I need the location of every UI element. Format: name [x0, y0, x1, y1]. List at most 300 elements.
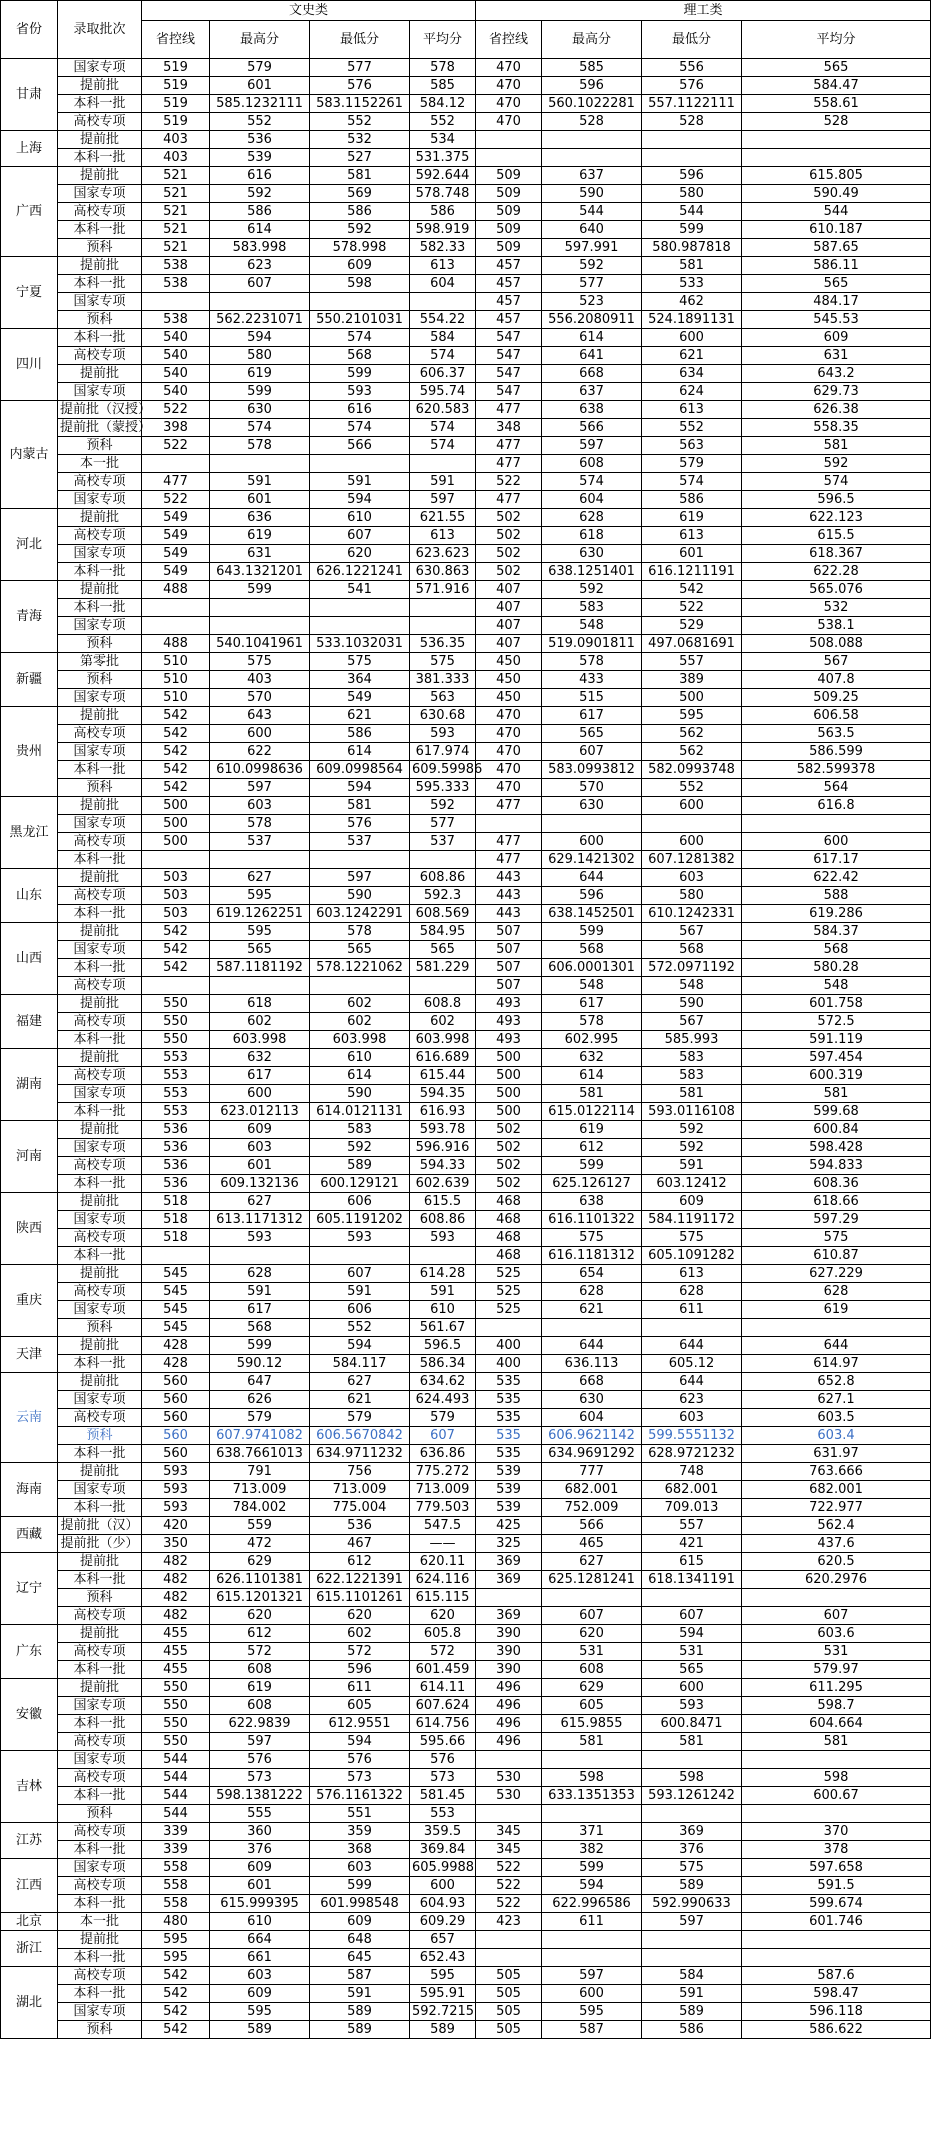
batch-cell: 高校专项	[58, 833, 142, 851]
score-cell: 608.569	[410, 905, 476, 923]
score-cell: 584.117	[310, 1355, 410, 1373]
score-cell: 553	[142, 1067, 210, 1085]
score-cell: 605.9988	[410, 1859, 476, 1877]
score-cell: 631	[210, 545, 310, 563]
score-cell: 599.5551132	[642, 1427, 742, 1445]
score-cell: 591	[642, 1157, 742, 1175]
score-table-body	[1, 59, 931, 2039]
score-cell	[742, 131, 931, 149]
score-cell: 586.11	[742, 257, 931, 275]
table-row	[1, 1301, 931, 1319]
batch-cell: 本科一批	[58, 1103, 142, 1121]
score-cell: 626.1221241	[310, 563, 410, 581]
score-cell: 519.0901811	[542, 635, 642, 653]
batch-cell: 提前批（蒙授）	[58, 419, 142, 437]
score-cell: 586.622	[742, 2021, 931, 2039]
score-cell: 579	[210, 59, 310, 77]
score-cell: 541	[310, 581, 410, 599]
score-cell: 382	[542, 1841, 642, 1859]
score-cell: 614	[210, 221, 310, 239]
score-cell: 574	[310, 329, 410, 347]
score-cell: 509	[476, 203, 542, 221]
table-row	[1, 1967, 931, 1985]
table-row	[1, 311, 931, 329]
score-cell: 600.8471	[642, 1715, 742, 1733]
table-row	[1, 293, 931, 311]
score-cell: 509	[476, 239, 542, 257]
score-cell: 560	[142, 1445, 210, 1463]
batch-cell: 提前批	[58, 1625, 142, 1643]
score-cell: 621	[310, 1391, 410, 1409]
batch-cell: 提前批	[58, 995, 142, 1013]
score-cell: 568	[742, 941, 931, 959]
score-cell: 640	[542, 221, 642, 239]
table-row	[1, 1823, 931, 1841]
score-cell: 544	[142, 1769, 210, 1787]
score-cell: 522	[642, 599, 742, 617]
score-cell: 521	[142, 185, 210, 203]
score-cell: 791	[210, 1463, 310, 1481]
score-cell: 628	[542, 509, 642, 527]
score-cell: 565	[742, 59, 931, 77]
score-cell: 609	[742, 329, 931, 347]
score-cell: 763.666	[742, 1463, 931, 1481]
score-cell: 636	[210, 509, 310, 527]
score-cell: 505	[476, 2021, 542, 2039]
score-cell: 631	[742, 347, 931, 365]
score-cell: 549	[142, 527, 210, 545]
score-cell: 370	[742, 1823, 931, 1841]
batch-cell: 提前批（汉）	[58, 1517, 142, 1535]
score-cell: 369	[476, 1553, 542, 1571]
score-cell: 582.599378	[742, 761, 931, 779]
score-cell	[310, 851, 410, 869]
score-cell: 573	[410, 1769, 476, 1787]
batch-cell: 提前批	[58, 1463, 142, 1481]
score-cell: 488	[142, 581, 210, 599]
score-cell: 585.1232111	[210, 95, 310, 113]
score-cell: 604	[542, 491, 642, 509]
score-cell: 595	[142, 1949, 210, 1967]
score-cell: 575	[742, 1229, 931, 1247]
score-cell	[642, 1949, 742, 1967]
score-cell: 457	[476, 293, 542, 311]
score-cell: 565	[542, 725, 642, 743]
score-cell: 682.001	[542, 1481, 642, 1499]
score-cell: 547	[476, 347, 542, 365]
score-cell: 606.5670842	[310, 1427, 410, 1445]
table-row	[1, 905, 931, 923]
score-cell: 618.66	[742, 1193, 931, 1211]
score-cell: 636.86	[410, 1445, 476, 1463]
score-cell: 611.295	[742, 1679, 931, 1697]
score-cell: 601	[210, 77, 310, 95]
score-cell: 593	[310, 383, 410, 401]
score-cell: 615.9855	[542, 1715, 642, 1733]
table-row	[1, 1229, 931, 1247]
province-cell: 山东	[1, 869, 58, 923]
score-cell: 624.116	[410, 1571, 476, 1589]
score-cell: 550.2101031	[310, 311, 410, 329]
score-cell: 605.1191202	[310, 1211, 410, 1229]
score-cell: 624	[642, 383, 742, 401]
score-cell: 590.49	[742, 185, 931, 203]
score-cell	[310, 617, 410, 635]
score-cell: 578	[542, 1013, 642, 1031]
batch-cell: 预科	[58, 671, 142, 689]
score-cell: 579.97	[742, 1661, 931, 1679]
score-cell: 550	[142, 1031, 210, 1049]
score-cell: 638.1251401	[542, 563, 642, 581]
score-cell: 502	[476, 1157, 542, 1175]
table-row	[1, 1319, 931, 1337]
score-cell: 607.624	[410, 1697, 476, 1715]
score-cell: 536	[142, 1175, 210, 1193]
score-cell: 528	[742, 113, 931, 131]
score-cell: 603.6	[742, 1625, 931, 1643]
batch-cell: 本科一批	[58, 1661, 142, 1679]
score-cell: 500	[142, 797, 210, 815]
score-cell: 544	[542, 203, 642, 221]
batch-cell: 提前批	[58, 797, 142, 815]
batch-cell: 本科一批	[58, 275, 142, 293]
score-cell: 578.748	[410, 185, 476, 203]
score-cell: 620.11	[410, 1553, 476, 1571]
score-cell: 616.93	[410, 1103, 476, 1121]
score-cell: 620.5	[742, 1553, 931, 1571]
score-cell: 713.009	[310, 1481, 410, 1499]
table-row	[1, 491, 931, 509]
score-cell: 628.9721232	[642, 1445, 742, 1463]
score-cell: 480	[142, 1913, 210, 1931]
score-cell: 519	[142, 59, 210, 77]
score-cell: 644	[542, 869, 642, 887]
score-cell: 522	[476, 1895, 542, 1913]
score-cell: 602	[310, 1625, 410, 1643]
score-cell: 599	[542, 923, 642, 941]
province-cell: 天津	[1, 1337, 58, 1373]
score-cell: 552	[642, 419, 742, 437]
batch-cell: 提前批	[58, 923, 142, 941]
score-cell: 625.126127	[542, 1175, 642, 1193]
score-cell: 644	[642, 1373, 742, 1391]
score-cell: 599	[310, 365, 410, 383]
score-cell: 515	[542, 689, 642, 707]
score-cell: 550	[142, 1715, 210, 1733]
score-cell: 620	[210, 1607, 310, 1625]
batch-cell: 提前批	[58, 509, 142, 527]
score-cell: 609	[310, 1913, 410, 1931]
score-cell: 550	[142, 1697, 210, 1715]
score-cell: 584.12	[410, 95, 476, 113]
province-cell: 吉林	[1, 1751, 58, 1823]
batch-cell: 本科一批	[58, 563, 142, 581]
score-cell: 407	[476, 581, 542, 599]
batch-cell: 高校专项	[58, 1967, 142, 1985]
score-cell: 587	[310, 1967, 410, 1985]
table-row	[1, 689, 931, 707]
score-cell: 572.0971192	[642, 959, 742, 977]
score-cell: 603.4	[742, 1427, 931, 1445]
table-row	[1, 797, 931, 815]
score-cell: 608.36	[742, 1175, 931, 1193]
batch-cell: 本科一批	[58, 1445, 142, 1463]
score-cell: 604	[410, 275, 476, 293]
batch-cell: 本科一批	[58, 1715, 142, 1733]
score-cell: 625.1281241	[542, 1571, 642, 1589]
score-cell: 600.319	[742, 1067, 931, 1085]
score-cell: 525	[476, 1301, 542, 1319]
score-cell: 462	[642, 293, 742, 311]
batch-cell: 本科一批	[58, 1949, 142, 1967]
score-cell: 581.45	[410, 1787, 476, 1805]
score-cell: 613	[642, 527, 742, 545]
score-cell: 586.34	[410, 1355, 476, 1373]
batch-cell: 国家专项	[58, 293, 142, 311]
score-cell: 600	[210, 725, 310, 743]
score-cell: 603.1242291	[310, 905, 410, 923]
score-cell: 645	[310, 1949, 410, 1967]
score-cell: 531	[542, 1643, 642, 1661]
score-cell: 595	[210, 923, 310, 941]
score-cell: 508.088	[742, 635, 931, 653]
score-cell: 571.916	[410, 581, 476, 599]
batch-cell: 第零批	[58, 653, 142, 671]
score-cell: 597	[310, 869, 410, 887]
header-province: 省份	[1, 1, 58, 59]
score-cell: 368	[310, 1841, 410, 1859]
score-cell: 496	[476, 1733, 542, 1751]
score-cell: 608	[210, 1697, 310, 1715]
score-cell	[142, 293, 210, 311]
score-cell: 407	[476, 599, 542, 617]
table-row	[1, 887, 931, 905]
batch-cell: 高校专项	[58, 347, 142, 365]
score-cell: 583.998	[210, 239, 310, 257]
score-cell: 631.97	[742, 1445, 931, 1463]
score-cell: 607	[542, 1607, 642, 1625]
score-cell: 468	[476, 1211, 542, 1229]
score-cell: 477	[476, 491, 542, 509]
score-cell: 557	[642, 653, 742, 671]
score-cell: 596.916	[410, 1139, 476, 1157]
score-cell: 638	[542, 401, 642, 419]
score-cell: 544	[742, 203, 931, 221]
score-cell: 632	[210, 1049, 310, 1067]
score-cell: 550	[142, 995, 210, 1013]
province-cell: 内蒙古	[1, 401, 58, 509]
score-cell: 542	[142, 923, 210, 941]
score-cell: 455	[142, 1661, 210, 1679]
score-cell: 591	[642, 1985, 742, 2003]
batch-cell: 国家专项	[58, 491, 142, 509]
score-cell: 545	[142, 1319, 210, 1337]
score-cell	[410, 293, 476, 311]
score-cell: 586	[310, 725, 410, 743]
score-cell: 589	[642, 2003, 742, 2021]
score-cell: 617	[542, 707, 642, 725]
score-cell: 591	[310, 473, 410, 491]
score-cell: 547	[476, 383, 542, 401]
province-cell: 山西	[1, 923, 58, 995]
table-row	[1, 1643, 931, 1661]
score-cell: 610	[310, 1049, 410, 1067]
score-cell: 601	[642, 545, 742, 563]
score-cell: 581	[310, 167, 410, 185]
score-cell: 544	[142, 1787, 210, 1805]
score-cell: 599	[210, 1337, 310, 1355]
score-cell: 558	[142, 1895, 210, 1913]
table-row	[1, 419, 931, 437]
score-cell: 553	[142, 1049, 210, 1067]
score-cell: 542	[142, 707, 210, 725]
score-cell: 668	[542, 1373, 642, 1391]
score-cell: 345	[476, 1841, 542, 1859]
score-cell: 592.644	[410, 167, 476, 185]
score-cell: 389	[642, 671, 742, 689]
score-cell: 582.0993748	[642, 761, 742, 779]
table-row	[1, 1499, 931, 1517]
score-cell: 606	[310, 1193, 410, 1211]
score-cell	[476, 1319, 542, 1337]
batch-cell: 高校专项	[58, 203, 142, 221]
table-row	[1, 563, 931, 581]
score-cell: 400	[476, 1355, 542, 1373]
score-cell: 620.2976	[742, 1571, 931, 1589]
batch-cell: 本科一批	[58, 1895, 142, 1913]
score-cell	[542, 1319, 642, 1337]
header-group-science: 理工类	[476, 1, 931, 21]
score-cell: 556.2080911	[542, 311, 642, 329]
score-cell: 433	[542, 671, 642, 689]
score-cell: 592	[210, 185, 310, 203]
score-cell: 607	[210, 275, 310, 293]
score-cell: 579	[642, 455, 742, 473]
score-cell: 568	[642, 941, 742, 959]
score-cell: 360	[210, 1823, 310, 1841]
batch-cell: 国家专项	[58, 1859, 142, 1877]
score-cell: 648	[310, 1931, 410, 1949]
score-cell: 572	[210, 1643, 310, 1661]
score-cell: 574	[742, 473, 931, 491]
score-cell: 597	[642, 1913, 742, 1931]
table-row	[1, 941, 931, 959]
score-cell: 664	[210, 1931, 310, 1949]
score-cell: 496	[476, 1697, 542, 1715]
score-cell: 542	[142, 941, 210, 959]
table-row	[1, 959, 931, 977]
score-cell	[742, 1589, 931, 1607]
batch-cell: 高校专项	[58, 1013, 142, 1031]
score-cell: 566	[310, 437, 410, 455]
score-cell: 403	[142, 149, 210, 167]
score-cell: 615.1101261	[310, 1589, 410, 1607]
score-cell: 528	[642, 113, 742, 131]
score-cell: 507	[476, 941, 542, 959]
batch-cell: 高校专项	[58, 1823, 142, 1841]
score-cell: 562	[642, 743, 742, 761]
score-cell: 597.658	[742, 1859, 931, 1877]
score-cell	[210, 851, 310, 869]
score-cell: 752.009	[542, 1499, 642, 1517]
table-row	[1, 1175, 931, 1193]
score-cell: 600	[642, 833, 742, 851]
score-cell: 586	[642, 2021, 742, 2039]
batch-cell: 国家专项	[58, 545, 142, 563]
score-cell: 548	[542, 617, 642, 635]
score-cell: 622	[210, 743, 310, 761]
score-cell: 583	[642, 1049, 742, 1067]
batch-cell: 提前批	[58, 1337, 142, 1355]
province-cell: 陕西	[1, 1193, 58, 1265]
batch-cell: 预科	[58, 2021, 142, 2039]
score-cell: 407	[476, 617, 542, 635]
score-cell: 616	[310, 401, 410, 419]
batch-cell: 本科一批	[58, 1841, 142, 1859]
score-cell: 613.1171312	[210, 1211, 310, 1229]
score-cell: 601.998548	[310, 1895, 410, 1913]
score-cell: 592.3	[410, 887, 476, 905]
score-cell: 443	[476, 869, 542, 887]
score-cell: 536	[142, 1121, 210, 1139]
table-row	[1, 275, 931, 293]
score-cell: 470	[476, 707, 542, 725]
score-cell: 593.0116108	[642, 1103, 742, 1121]
score-cell: 590	[310, 887, 410, 905]
batch-cell: 国家专项	[58, 59, 142, 77]
score-cell: 575	[410, 653, 476, 671]
score-cell: 623	[642, 1391, 742, 1409]
table-row	[1, 1391, 931, 1409]
table-row	[1, 2021, 931, 2039]
score-cell: 582.33	[410, 239, 476, 257]
score-cell: 503	[142, 887, 210, 905]
score-cell: 605.8	[410, 1625, 476, 1643]
batch-cell: 预科	[58, 239, 142, 257]
score-cell: 616.1101322	[542, 1211, 642, 1229]
score-cell: 592	[642, 1139, 742, 1157]
score-cell: 584.47	[742, 77, 931, 95]
score-cell: 609.0998564	[310, 761, 410, 779]
score-cell: 613	[410, 527, 476, 545]
province-cell: 广东	[1, 1625, 58, 1679]
batch-cell: 预科	[58, 1427, 142, 1445]
score-cell: 613	[642, 401, 742, 419]
score-cell: 637	[542, 167, 642, 185]
score-cell: 605.1091282	[642, 1247, 742, 1265]
score-cell: ——	[410, 1535, 476, 1553]
batch-cell: 提前批	[58, 1265, 142, 1283]
score-cell: 575	[542, 1229, 642, 1247]
batch-cell: 提前批	[58, 869, 142, 887]
score-cell: 581	[742, 1085, 931, 1103]
score-cell: 630.863	[410, 563, 476, 581]
batch-cell: 提前批	[58, 1121, 142, 1139]
score-cell: 636.113	[542, 1355, 642, 1373]
batch-cell: 国家专项	[58, 815, 142, 833]
score-cell: 623.012113	[210, 1103, 310, 1121]
score-cell: 407	[476, 635, 542, 653]
score-cell: 589	[310, 1157, 410, 1175]
score-cell	[476, 1949, 542, 1967]
score-cell: 542	[142, 779, 210, 797]
score-cell: 470	[476, 725, 542, 743]
score-cell: 574	[310, 419, 410, 437]
score-cell: 612.9551	[310, 1715, 410, 1733]
score-cell: 603.998	[210, 1031, 310, 1049]
table-row	[1, 1733, 931, 1751]
score-cell: 628	[642, 1283, 742, 1301]
